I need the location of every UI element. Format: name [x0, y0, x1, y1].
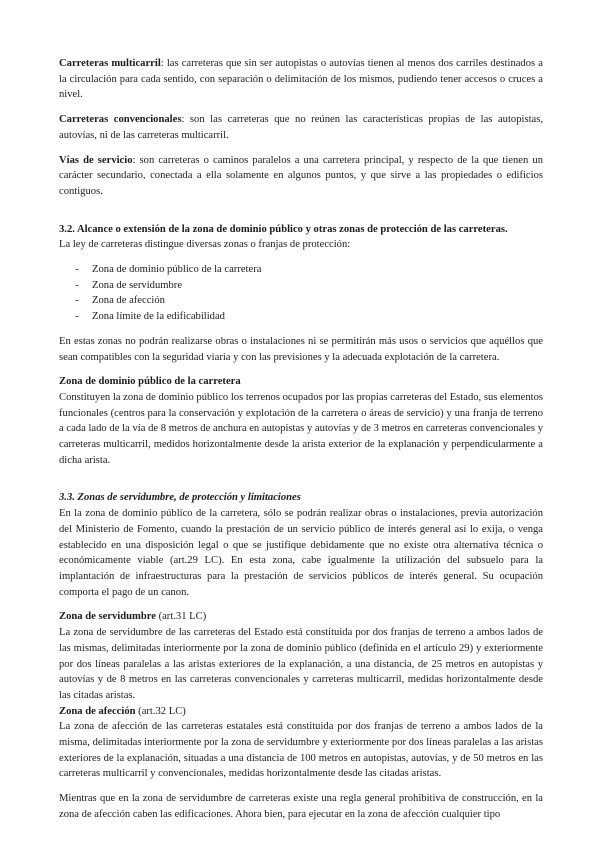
definition-term: Vías de servicio [59, 154, 133, 166]
definition-multicarril [59, 56, 543, 103]
list-item: - Zona de servidumbre [59, 278, 543, 294]
zones-list [59, 262, 543, 325]
section-3-2-heading: 3.2. Alcance o extensión de la zona de dominio público y otras zonas de protección de las carreteras. [59, 223, 508, 235]
servidumbre-body: La zona de servidumbre de las carreteras del Estado está constituida por dos franjas de terreno a ambos lados de las mismas, delimitadas interiormente por la zona de dominio público (definida en el artículo 29) y exteriormente por dos líneas paralelas a las aristas exteriores de la explanación, a una distancia, de 25 metros en autopistas y autovías y de 8 metros en las carreteras convencionales y carreteras multicarril, medidas horizontalmente desde las citadas aristas. [59, 627, 543, 701]
afeccion-body: La zona de afección de las carreteras estatales está constituida por dos franjas de terreno a ambos lados de la misma, delimitadas interiormente por la zona de servidumbre y exteriormente por dos líneas paralelas a las aristas exteriores de la explanación, situadas a una distancia de 100 metros en autopistas, autovías, y de 50 metros en las carreteras multicarril y convencionales, medidas horizontalmente desde las citadas aristas. [59, 721, 543, 780]
list-item: - Zona límite de la edificabilidad [59, 309, 543, 325]
definition-convencionales [59, 112, 543, 143]
servidumbre-heading [59, 609, 543, 625]
afeccion-title: Zona de afección [59, 705, 136, 717]
definition-text: : son las carreteras que no reúnen las características propias de las autopistas, autovías, ni de las carreteras multicarril. [59, 114, 543, 141]
definition-text: : las carreteras que sin ser autopistas o autovías tienen al menos dos carriles destinados a la circulación para cada sentido, con separación o delimitación de los mismos, pudiendo tener accesos o cruces a nivel. [59, 58, 543, 101]
section-3-2-intro: La ley de carreteras distingue diversas zonas o franjas de protección: [59, 239, 351, 251]
dominio-publico-body: Constituyen la zona de dominio público los terrenos ocupados por las propias carreteras del Estado, sus elementos funcionales (centros para la conservación y explotación de la carretera o áreas de servicio) y una franja de terreno a cada lado de la vía de 8 metros de anchura en autopistas y autovías y de 3 metros en carreteras convencionales y carreteras multicarril, medidos horizontalmente desde la arista exterior de la explanación y perpendicularmente a dicha arista. [59, 391, 543, 466]
definition-term: Carreteras multicarril [59, 58, 161, 69]
document-page [59, 56, 543, 823]
servidumbre-title: Zona de servidumbre [59, 611, 156, 623]
section-3-2-body: En estas zonas no podrán realizarse obras o instalaciones ni se permitirán más usos o servicios que aquéllos que sean compatibles con la seguridad viaria y con las previsiones y la adecuada explotación de la carretera. [59, 335, 543, 363]
afeccion-heading [59, 704, 543, 720]
list-item: - Zona de dominio público de la carretera [59, 262, 543, 278]
dominio-publico-heading: Zona de dominio público de la carretera [59, 376, 241, 388]
definition-vias-servicio [59, 153, 543, 200]
closing-paragraph: Mientras que en la zona de servidumbre de carreteras existe una regla general prohibitiva de construcción, en la zona de afección caben las edificaciones. Ahora bien, para ejecutar en la zona de afección cualquier tipo [59, 793, 543, 820]
definition-term: Carreteras convencionales [59, 114, 182, 126]
section-3-3-body: En la zona de dominio público de la carretera, sólo se podrán realizar obras o instalaciones, previa autorización del Ministerio de Fomento, cuando la prestación de un servicio público de interés general así lo exija, o venga establecido en una disposición legal o que se justifique debidamente que no existe otra alternativa técnica o económicamente viable (art.29 LC). En esta zona, cabe igualmente la utilización del subsuelo para la implantación de infraestructuras para la prestación de servicios públicos de interés general. Su ocupación comporta el pago de un canon. [59, 508, 543, 598]
section-3-3-title: 3.3. Zonas de servidumbre, de protección y limitaciones [59, 492, 301, 504]
section-3-3-heading [59, 490, 543, 506]
definition-text: : son carreteras o caminos paralelos a una carretera principal, y respecto de la que tienen un carácter secundario, conectada a ella solamente en algunos puntos, y que sirve a las propiedades o edificios contiguos. [59, 154, 543, 197]
list-item: - Zona de afección [59, 293, 543, 309]
servidumbre-ref: (art.31 LC) [155, 611, 207, 623]
afeccion-ref: (art.32 LC) [135, 705, 186, 717]
